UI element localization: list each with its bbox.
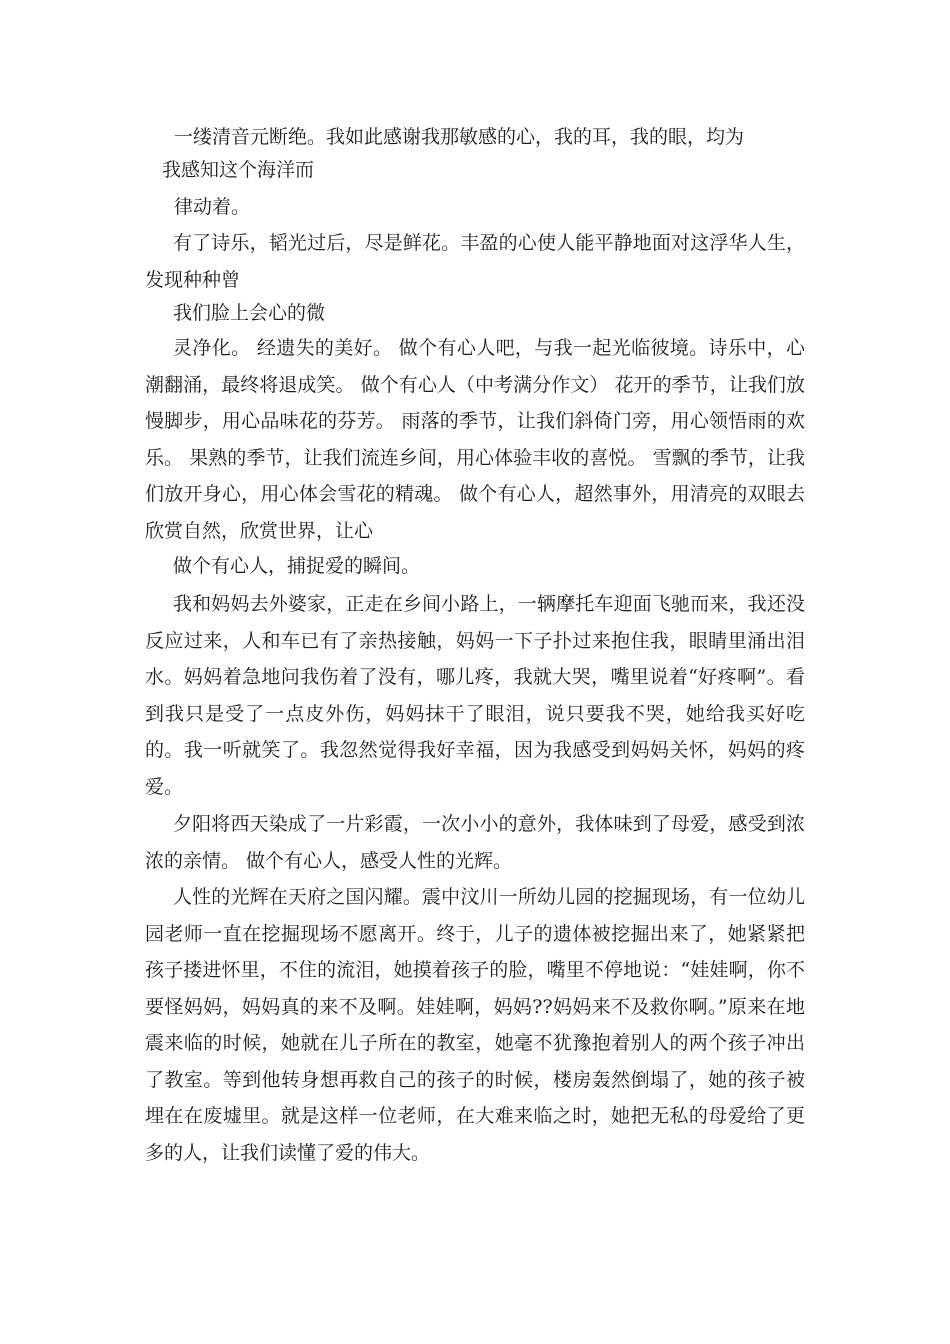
paragraph-2: 我们脸上会心的微: [173, 302, 326, 324]
paragraph-7: 人性的光辉在天府之国闪耀。震中汶川一所幼儿园的挖掘现场，有一位幼儿园老师一直在挖掘现场不愿离开。终于，儿子的遗体被挖掘出来了，她紧紧把孩子搂进怀里，不住的流泪，她摸着孩子的脸，嘴里不停地说：“娃娃啊，你不要怪妈妈，妈妈真的来不及啊。娃娃啊，妈妈??妈妈来不及救你啊。”原来在地震来临的时候，她就在儿子所在的教室，她毫不犹豫抱着别人的两个孩子冲出了教室。等到他转身想再救自己的孩子的时候，楼房轰然倒塌了，她的孩子被埋在在废墟里。就是这样一位老师，在大难来临之时，她把无私的母爱给了更多的人，让我们读懂了爱的伟大。: [145, 886, 805, 1164]
paragraph-5: 我和妈妈去外婆家，正走在乡间小路上，一辆摩托车迎面飞驰而来，我还没反应过来，人和车已有了亲热接触，妈妈一下子扑过来抱住我，眼睛里涌出泪水。妈妈着急地问我伤着了没有，哪儿疼，我就大哭，嘴里说着“好疼啊”。看到我只是受了一点皮外伤，妈妈抹干了眼泪，说只要我不哭，她给我买好吃的。我一听就笑了。我忽然觉得我好幸福，因为我感受到妈妈关怀，妈妈的疼爱。: [145, 593, 805, 798]
paragraph-3: 灵净化。 经遗失的美好。 做个有心人吧，与我一起光临彼境。诗乐中，心潮翻涌，最终将退成笑。 做个有心人（中考满分作文） 花开的季节，让我们放慢脚步，用心品味花的芬芳。 雨落的季节，让我们斜倚门旁，用心领悟雨的欢乐。 果熟的季节，让我们流连乡间，用心体验丰收的喜悦。 雪飘的季节，让我们放开身心，用心体会雪花的精魂。 做个有心人，超然事外，用清亮的双眼去欣赏自然，欣赏世界，让心: [145, 337, 805, 542]
paragraph-6: 夕阳将西天染成了一片彩霞，一次小小的意外，我体味到了母爱，感受到浓浓的亲情。 做个有心人，感受人性的光辉。: [145, 813, 805, 872]
text-line-2: 我感知这个海洋而: [162, 159, 315, 181]
text-line-3: 律动着。: [174, 196, 251, 218]
text-line-1: 一缕清音元断绝。我如此感谢我那敏感的心，我的耳，我的眼，均为: [174, 126, 745, 148]
paragraph-4: 做个有心人，捕捉爱的瞬间。: [173, 555, 421, 577]
paragraph-1: 有了诗乐，韬光过后，尽是鲜花。丰盈的心使人能平静地面对这浮华人生，发现种种曾: [145, 232, 805, 291]
